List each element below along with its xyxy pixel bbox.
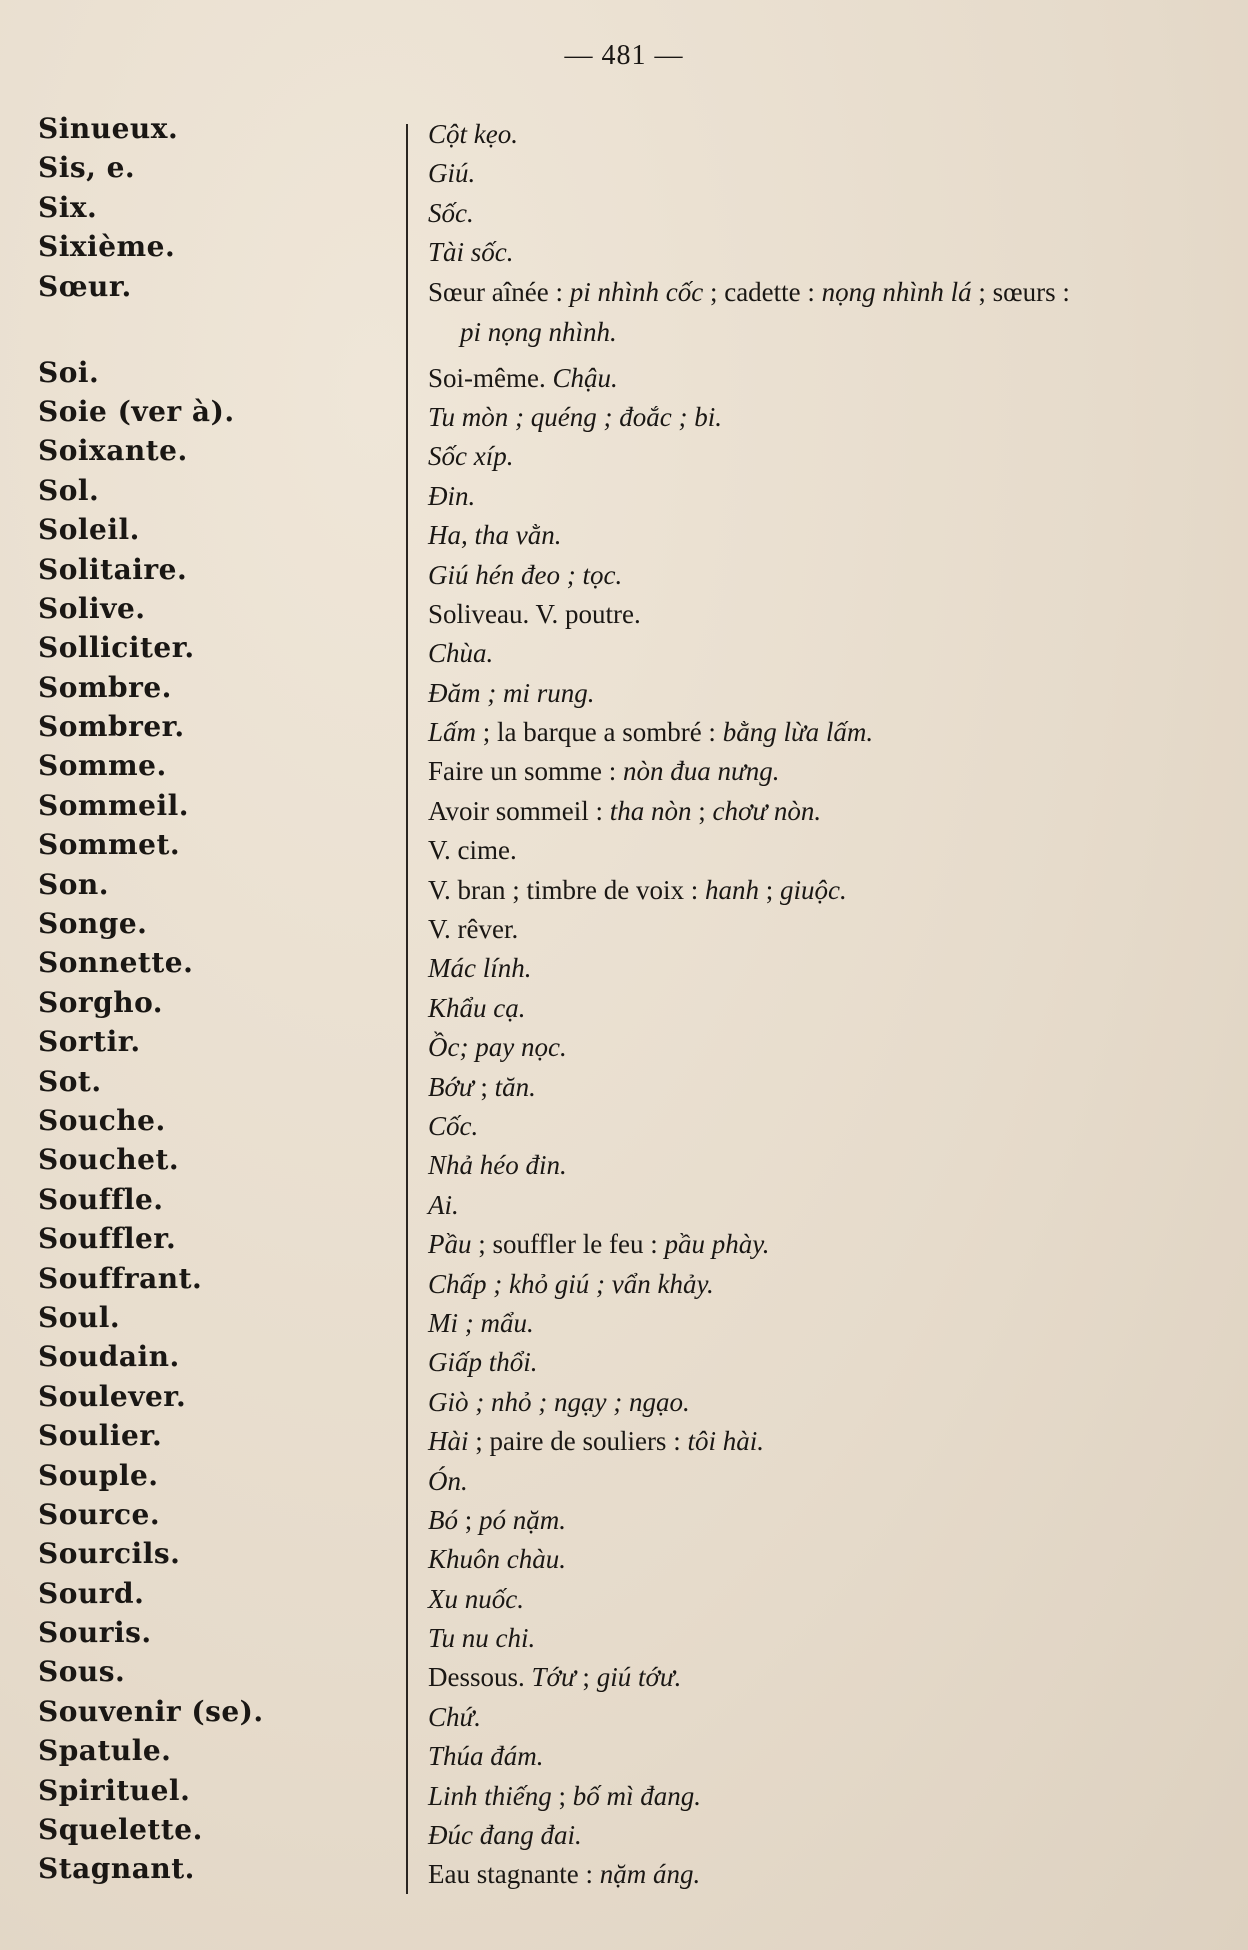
headword: Sot. <box>38 1064 102 1098</box>
dictionary-entry <box>0 946 1248 985</box>
headword: Source. <box>38 1497 161 1531</box>
definition <box>428 358 1218 398</box>
headword: Sinueux. <box>38 112 179 145</box>
headword: Sol. <box>38 473 100 507</box>
gloss-text: Soi-même. <box>428 362 553 393</box>
definition <box>428 988 1218 1028</box>
translation-text: giú tớư. <box>596 1662 682 1693</box>
translation-text: Khẩu cạ. <box>428 992 526 1023</box>
translation-text: Giấp thổi. <box>428 1347 538 1378</box>
dictionary-entry <box>0 1183 1248 1222</box>
definition <box>428 712 1218 752</box>
dictionary-entry <box>0 1695 1248 1734</box>
dictionary-entry <box>0 868 1248 907</box>
definition <box>428 1854 1218 1894</box>
headword: Sonnette. <box>38 946 194 980</box>
translation-text: nòn đua nưng. <box>622 756 780 787</box>
definition <box>428 830 1218 870</box>
headword: Souvenir (se). <box>38 1694 264 1728</box>
dictionary-entry <box>0 1537 1248 1576</box>
dictionary-entry <box>0 1655 1248 1694</box>
dictionary-entry <box>0 1498 1248 1537</box>
translation-text: Chùa. <box>428 638 494 669</box>
dictionary-entry <box>0 828 1248 867</box>
translation-text: Ồc; pay nọc. <box>428 1032 567 1063</box>
dictionary-entry <box>0 1222 1248 1261</box>
dictionary-entry <box>0 671 1248 710</box>
definition <box>428 673 1218 713</box>
headword: Soulier. <box>38 1419 163 1453</box>
headword: Sombrer. <box>38 710 185 744</box>
headword: Sixième. <box>38 230 176 264</box>
headword: Sis, e. <box>38 151 136 185</box>
definition <box>428 1027 1218 1067</box>
gloss-text: Dessous. <box>428 1662 532 1693</box>
dictionary-entry <box>0 191 1248 230</box>
gloss-text: Avoir sommeil : <box>428 795 610 826</box>
definition <box>428 1657 1218 1697</box>
translation-text: Cốc. <box>428 1110 479 1141</box>
dictionary-entry <box>0 230 1248 269</box>
translation-text: Giú hén đeo ; tọc. <box>428 559 623 590</box>
dictionary-entry <box>0 749 1248 788</box>
translation-text: Bớư <box>428 1071 474 1102</box>
translation-text: Linh thiếng <box>428 1780 552 1811</box>
definition <box>428 193 1218 233</box>
headword: Sorgho. <box>38 985 164 1019</box>
definition <box>428 476 1218 516</box>
dictionary-entry <box>0 356 1248 395</box>
translation-text: pầu phày. <box>664 1229 770 1260</box>
dictionary-entry <box>0 112 1248 151</box>
translation-text: hanh <box>704 874 759 905</box>
gloss-text: ; <box>575 1662 597 1693</box>
translation-text: Cột kẹo. <box>428 119 518 149</box>
dictionary-entry <box>0 1340 1248 1379</box>
dictionary-entry <box>0 1577 1248 1616</box>
definition <box>428 1106 1218 1146</box>
translation-text: giuộc. <box>779 874 847 905</box>
headword: Sommeil. <box>38 788 189 822</box>
headword: Soleil. <box>38 513 140 547</box>
translation-text: Ón. <box>428 1465 468 1496</box>
translation-text: pi nhình cốc <box>569 276 704 307</box>
dictionary-entry <box>0 592 1248 631</box>
translation-text: Lấm <box>428 717 477 748</box>
headword: Solliciter. <box>38 631 195 665</box>
translation-text: pi nọng nhình. <box>460 316 617 347</box>
dictionary-entry <box>0 1616 1248 1655</box>
headword: Souffler. <box>38 1222 177 1256</box>
gloss-text: ; la barque a sombré : <box>476 717 723 748</box>
dictionary-entry <box>0 907 1248 946</box>
translation-text: Mác lính. <box>428 953 532 984</box>
definition <box>428 114 1218 154</box>
translation-text: Giú. <box>428 158 476 189</box>
translation-text: Sốc. <box>428 197 474 228</box>
translation-text: Tu nu chi. <box>428 1623 536 1654</box>
definition <box>428 1579 1218 1619</box>
gloss-text: Soliveau. V. poutre. <box>428 598 641 629</box>
headword: Squelette. <box>38 1813 203 1847</box>
headword: Six. <box>38 190 98 224</box>
definition <box>428 1421 1218 1461</box>
headword: Souchet. <box>38 1143 180 1177</box>
dictionary-entry <box>0 270 1248 356</box>
dictionary-entry <box>0 553 1248 592</box>
headword: Sœur. <box>38 269 132 303</box>
definition <box>428 436 1218 476</box>
translation-text: Sốc xíp. <box>428 441 514 472</box>
dictionary-entry <box>0 1419 1248 1458</box>
definition <box>428 1697 1218 1737</box>
definition <box>428 1736 1218 1776</box>
gloss-text: Faire un somme : <box>428 756 623 787</box>
gloss-text: ; souffler le feu : <box>471 1229 665 1260</box>
dictionary-entry <box>0 1459 1248 1498</box>
translation-text: Tài sốc. <box>428 237 514 268</box>
headword: Sourcils. <box>38 1537 181 1571</box>
headword: Soul. <box>38 1300 121 1334</box>
gloss-text: ; paire de souliers : <box>468 1426 688 1457</box>
definition <box>428 1303 1218 1343</box>
headword: Somme. <box>38 749 167 783</box>
definition <box>428 1815 1218 1855</box>
definition <box>428 153 1218 193</box>
translation-text: Ha, tha vằn. <box>428 520 562 551</box>
headword: Sombre. <box>38 670 172 704</box>
translation-text: Chậu. <box>552 362 618 393</box>
definition <box>428 1264 1218 1304</box>
dictionary-entry <box>0 789 1248 828</box>
definition <box>428 515 1218 555</box>
translation-text: nọng nhình lá <box>821 276 972 307</box>
translation-text: nặm áng. <box>599 1859 701 1890</box>
translation-text: Đăm ; mi rung. <box>428 677 595 708</box>
translation-text: Mi ; mẩu. <box>428 1307 534 1338</box>
dictionary-entry <box>0 1813 1248 1852</box>
definition <box>428 1224 1218 1264</box>
translation-text: tha nòn <box>609 795 692 826</box>
translation-text: Nhả héo đin. <box>428 1150 567 1181</box>
definition <box>428 1776 1218 1816</box>
headword: Sortir. <box>38 1025 141 1059</box>
gloss-text: ; <box>473 1071 495 1102</box>
definition <box>428 1342 1218 1382</box>
gloss-text: ; sœurs : <box>971 276 1070 307</box>
headword: Solitaire. <box>38 552 188 586</box>
headword: Soi. <box>38 355 100 389</box>
translation-text: tăn. <box>494 1071 536 1102</box>
dictionary-entry <box>0 474 1248 513</box>
gloss-text: ; <box>551 1780 573 1811</box>
definition <box>428 1500 1218 1540</box>
definition <box>428 751 1218 791</box>
headword: Soudain. <box>38 1340 180 1374</box>
translation-text: Giò ; nhỏ ; ngạy ; ngạo. <box>428 1386 690 1417</box>
gloss-text: Sœur aînée : <box>428 276 570 307</box>
headword: Sourd. <box>38 1576 145 1610</box>
headword: Souffle. <box>38 1182 164 1216</box>
definition <box>428 1539 1218 1579</box>
definition <box>428 1185 1218 1225</box>
gloss-text: V. rêver. <box>428 914 519 945</box>
gloss-text: V. bran ; timbre de voix : <box>428 874 705 905</box>
translation-text: bằng lừa lấm. <box>722 717 874 748</box>
dictionary-entry <box>0 151 1248 190</box>
definition <box>428 594 1218 634</box>
translation-text: Ai. <box>428 1189 459 1220</box>
headword: Soulever. <box>38 1379 187 1413</box>
gloss-text: ; <box>758 874 780 905</box>
dictionary-entry <box>0 1380 1248 1419</box>
translation-text: Bó <box>428 1504 458 1535</box>
definition <box>428 870 1218 910</box>
dictionary-entry <box>0 631 1248 670</box>
dictionary-entry <box>0 1734 1248 1773</box>
definition <box>428 633 1218 673</box>
dictionary-entry <box>0 395 1248 434</box>
headword: Souche. <box>38 1103 166 1137</box>
headword: Son. <box>38 867 110 901</box>
translation-text: Khuôn chàu. <box>428 1544 566 1575</box>
translation-text: Tu mòn ; quéng ; đoắc ; bi. <box>428 401 722 432</box>
headword: Sommet. <box>38 828 181 862</box>
translation-text: pó nặm. <box>479 1504 567 1535</box>
gloss-text: Eau stagnante : <box>428 1859 600 1890</box>
definition <box>428 1382 1218 1422</box>
page-number: — 481 — <box>564 40 684 71</box>
definition <box>428 272 1218 352</box>
headword: Souffrant. <box>38 1261 203 1295</box>
translation-text: Đúc đang đai. <box>428 1820 582 1851</box>
dictionary-entry <box>0 1104 1248 1143</box>
gloss-text: ; <box>691 795 713 826</box>
gloss-text: ; cadette : <box>703 276 822 307</box>
dictionary-entry <box>0 1065 1248 1104</box>
dictionary-entry <box>0 434 1248 473</box>
headword: Soixante. <box>38 434 188 468</box>
definition <box>428 1067 1218 1107</box>
translation-text: tôi hài. <box>687 1426 764 1457</box>
headword: Soie (ver à). <box>38 394 235 428</box>
headword: Solive. <box>38 591 146 625</box>
headword: Stagnant. <box>38 1852 195 1886</box>
dictionary-entry <box>0 1774 1248 1813</box>
definition <box>428 1145 1218 1185</box>
translation-text: Hài <box>428 1426 469 1457</box>
translation-text: Pầu <box>428 1229 472 1260</box>
translation-text: Thúa đám. <box>428 1741 544 1772</box>
gloss-text: ; <box>458 1504 480 1535</box>
translation-text: chơư nòn. <box>712 795 822 826</box>
dictionary-entries <box>0 112 1248 1892</box>
headword: Sous. <box>38 1655 126 1689</box>
dictionary-entry <box>0 986 1248 1025</box>
definition <box>428 791 1218 831</box>
translation-text: Chứ. <box>428 1701 481 1732</box>
translation-text: bố mì đang. <box>572 1780 702 1811</box>
definition <box>428 232 1218 272</box>
translation-text: Đin. <box>428 480 476 511</box>
translation-text: Chấp ; khỏ giú ; vẩn khảy. <box>428 1268 714 1299</box>
headword: Spirituel. <box>38 1773 191 1807</box>
dictionary-entry <box>0 1852 1248 1891</box>
definition <box>428 1618 1218 1658</box>
definition-continuation <box>428 312 1218 352</box>
translation-text: Xu nuốc. <box>428 1583 524 1614</box>
headword: Songe. <box>38 907 148 941</box>
definition <box>428 397 1218 437</box>
translation-text: Tớư <box>531 1662 576 1693</box>
definition <box>428 555 1218 595</box>
dictionary-entry <box>0 1301 1248 1340</box>
dictionary-entry <box>0 1143 1248 1182</box>
headword: Souris. <box>38 1616 152 1650</box>
dictionary-entry <box>0 1025 1248 1064</box>
dictionary-entry <box>0 1262 1248 1301</box>
gloss-text: V. cime. <box>428 835 517 866</box>
headword: Spatule. <box>38 1734 172 1768</box>
dictionary-entry <box>0 710 1248 749</box>
definition <box>428 948 1218 988</box>
dictionary-entry <box>0 513 1248 552</box>
definition <box>428 909 1218 949</box>
definition <box>428 1461 1218 1501</box>
headword: Souple. <box>38 1458 159 1492</box>
